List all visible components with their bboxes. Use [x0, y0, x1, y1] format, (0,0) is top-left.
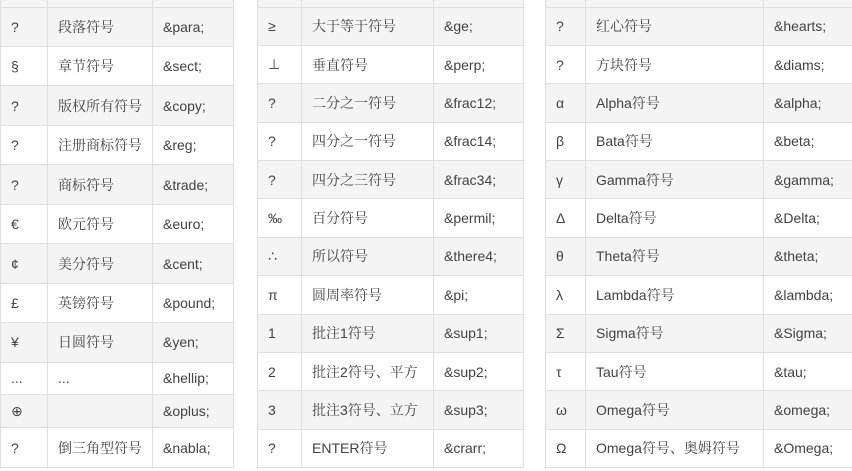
entity-code-cell: &permil; — [434, 199, 524, 237]
partial-row-fragment — [258, 0, 524, 7]
table-row — [1, 86, 234, 125]
description-cell: 百分符号 — [302, 199, 434, 237]
description-cell: 美分符号 — [48, 244, 153, 283]
entity-code-cell: &oplus; — [153, 394, 234, 428]
entity-code-cell: &nabla; — [153, 428, 234, 468]
partial-row-fragment — [546, 0, 852, 7]
entity-code-cell: &pound; — [153, 283, 234, 322]
table-row — [546, 199, 852, 237]
symbol-cell: ‰ — [258, 199, 302, 237]
description-cell: ENTER符号 — [302, 429, 434, 467]
table-row — [546, 84, 852, 122]
table-row — [1, 244, 234, 283]
table-row — [1, 165, 234, 204]
symbol-cell: ? — [1, 165, 48, 204]
description-cell: Bata符号 — [586, 122, 764, 160]
description-cell: Tau符号 — [586, 352, 764, 390]
entity-code-cell: &reg; — [153, 125, 234, 164]
entity-code-cell: &lambda; — [764, 276, 852, 314]
description-cell: Alpha符号 — [586, 84, 764, 122]
entity-code-cell: &frac12; — [434, 84, 524, 122]
description-cell: 红心符号 — [586, 7, 764, 45]
entity-code-cell: &sup2; — [434, 352, 524, 390]
table-row — [258, 276, 524, 314]
partial-description-cell — [302, 0, 434, 7]
symbol-cell: ? — [1, 7, 48, 46]
symbol-cell: ? — [546, 45, 586, 83]
partial-entity-cell — [153, 0, 234, 7]
partial-symbol-cell — [546, 0, 586, 7]
entity-code-cell: &yen; — [153, 323, 234, 362]
entity-code-cell: &beta; — [764, 122, 852, 160]
entity-code-cell: &theta; — [764, 237, 852, 275]
symbol-cell: π — [258, 276, 302, 314]
description-cell: 欧元符号 — [48, 204, 153, 243]
description-cell: 二分之一符号 — [302, 84, 434, 122]
symbol-table-3-body — [546, 0, 852, 468]
entity-code-cell: &Delta; — [764, 199, 852, 237]
entity-code-cell: &sup1; — [434, 314, 524, 352]
symbol-cell: € — [1, 204, 48, 243]
symbol-table-1 — [0, 0, 234, 468]
symbol-cell: λ — [546, 276, 586, 314]
symbol-table-1-body — [1, 0, 234, 468]
description-cell: 批注3符号、立方 — [302, 391, 434, 429]
description-cell: 倒三角型符号 — [48, 428, 153, 468]
entity-code-cell: &perp; — [434, 45, 524, 83]
description-cell: 商标符号 — [48, 165, 153, 204]
entity-code-cell: &sup3; — [434, 391, 524, 429]
description-cell: Gamma符号 — [586, 161, 764, 199]
symbol-cell: α — [546, 84, 586, 122]
symbol-table-2 — [257, 0, 524, 468]
symbol-cell: ≥ — [258, 7, 302, 45]
description-cell: 章节符号 — [48, 46, 153, 85]
entity-code-cell: &sect; — [153, 46, 234, 85]
table-row — [1, 125, 234, 164]
entity-code-cell: &gamma; — [764, 161, 852, 199]
symbol-cell: 3 — [258, 391, 302, 429]
partial-description-cell — [586, 0, 764, 7]
description-cell: 圆周率符号 — [302, 276, 434, 314]
description-cell: Omega符号 — [586, 391, 764, 429]
table-row — [1, 204, 234, 243]
table-row — [1, 428, 234, 468]
entity-code-cell: &omega; — [764, 391, 852, 429]
description-cell — [48, 394, 153, 428]
description-cell: 版权所有符号 — [48, 86, 153, 125]
entity-code-cell: &Sigma; — [764, 314, 852, 352]
entity-code-cell: &frac34; — [434, 161, 524, 199]
table-row — [258, 45, 524, 83]
symbol-cell: β — [546, 122, 586, 160]
table-row — [1, 283, 234, 322]
symbol-cell: ∴ — [258, 237, 302, 275]
description-cell: 四分之一符号 — [302, 122, 434, 160]
entity-code-cell: &frac14; — [434, 122, 524, 160]
entity-code-cell: &alpha; — [764, 84, 852, 122]
symbol-cell: ? — [258, 161, 302, 199]
symbol-cell: ... — [1, 362, 48, 394]
symbol-table-2-body — [258, 0, 524, 468]
entity-code-cell: &euro; — [153, 204, 234, 243]
entity-code-cell: &trade; — [153, 165, 234, 204]
symbol-table-3 — [545, 0, 852, 468]
description-cell: 大于等于符号 — [302, 7, 434, 45]
table-row — [546, 237, 852, 275]
entity-code-cell: &para; — [153, 7, 234, 46]
description-cell: Theta符号 — [586, 237, 764, 275]
table-row — [546, 352, 852, 390]
entity-code-cell: &Omega; — [764, 429, 852, 467]
entity-code-cell: &tau; — [764, 352, 852, 390]
table-row — [546, 161, 852, 199]
table-row — [258, 352, 524, 390]
entity-code-cell: &ge; — [434, 7, 524, 45]
table-row — [1, 323, 234, 362]
symbol-cell: τ — [546, 352, 586, 390]
entity-code-cell: &hellip; — [153, 362, 234, 394]
entity-code-cell: &hearts; — [764, 7, 852, 45]
table-row — [1, 7, 234, 46]
table-row — [546, 391, 852, 429]
table-row — [1, 362, 234, 394]
table-row — [258, 7, 524, 45]
table-row — [258, 161, 524, 199]
table-row — [258, 314, 524, 352]
symbol-cell: ? — [1, 125, 48, 164]
symbol-cell: ¥ — [1, 323, 48, 362]
symbol-cell: ω — [546, 391, 586, 429]
table-row — [258, 391, 524, 429]
description-cell: 段落符号 — [48, 7, 153, 46]
table-row — [1, 46, 234, 85]
symbol-cell: Ω — [546, 429, 586, 467]
table-row — [258, 122, 524, 160]
symbol-cell: Σ — [546, 314, 586, 352]
description-cell: 英镑符号 — [48, 283, 153, 322]
table-row — [546, 7, 852, 45]
symbol-cell: ? — [546, 7, 586, 45]
symbol-cell: £ — [1, 283, 48, 322]
symbol-cell: ⊥ — [258, 45, 302, 83]
symbol-cell: ? — [258, 84, 302, 122]
description-cell: Omega符号、奥姆符号 — [586, 429, 764, 467]
table-row — [1, 394, 234, 428]
table-row — [258, 429, 524, 467]
partial-symbol-cell — [1, 0, 48, 7]
description-cell: 四分之三符号 — [302, 161, 434, 199]
description-cell: Lambda符号 — [586, 276, 764, 314]
partial-description-cell — [48, 0, 153, 7]
table-row — [546, 276, 852, 314]
entity-code-cell: &cent; — [153, 244, 234, 283]
table-row — [258, 84, 524, 122]
partial-row-fragment — [1, 0, 234, 7]
partial-entity-cell — [434, 0, 524, 7]
partial-entity-cell — [764, 0, 852, 7]
partial-symbol-cell — [258, 0, 302, 7]
entity-code-cell: &there4; — [434, 237, 524, 275]
symbol-cell: Δ — [546, 199, 586, 237]
description-cell: Sigma符号 — [586, 314, 764, 352]
symbol-cell: γ — [546, 161, 586, 199]
table-row — [546, 314, 852, 352]
symbol-cell: ? — [258, 122, 302, 160]
symbol-cell: θ — [546, 237, 586, 275]
description-cell: 批注2符号、平方 — [302, 352, 434, 390]
table-row — [258, 199, 524, 237]
table-row — [546, 429, 852, 467]
description-cell: 注册商标符号 — [48, 125, 153, 164]
entity-code-cell: &diams; — [764, 45, 852, 83]
description-cell: 方块符号 — [586, 45, 764, 83]
description-cell: 所以符号 — [302, 237, 434, 275]
table-row — [546, 122, 852, 160]
description-cell: ... — [48, 362, 153, 394]
symbol-cell: ? — [1, 428, 48, 468]
entity-code-cell: &pi; — [434, 276, 524, 314]
symbol-cell: ? — [1, 86, 48, 125]
symbol-cell: ¢ — [1, 244, 48, 283]
description-cell: Delta符号 — [586, 199, 764, 237]
table-row — [258, 237, 524, 275]
symbol-cell: ? — [258, 429, 302, 467]
description-cell: 垂直符号 — [302, 45, 434, 83]
entity-code-cell: &crarr; — [434, 429, 524, 467]
entity-code-cell: &copy; — [153, 86, 234, 125]
symbol-cell: 1 — [258, 314, 302, 352]
symbol-cell: § — [1, 46, 48, 85]
symbol-cell: 2 — [258, 352, 302, 390]
symbol-cell: ⊕ — [1, 394, 48, 428]
description-cell: 批注1符号 — [302, 314, 434, 352]
description-cell: 日圆符号 — [48, 323, 153, 362]
table-row — [546, 45, 852, 83]
